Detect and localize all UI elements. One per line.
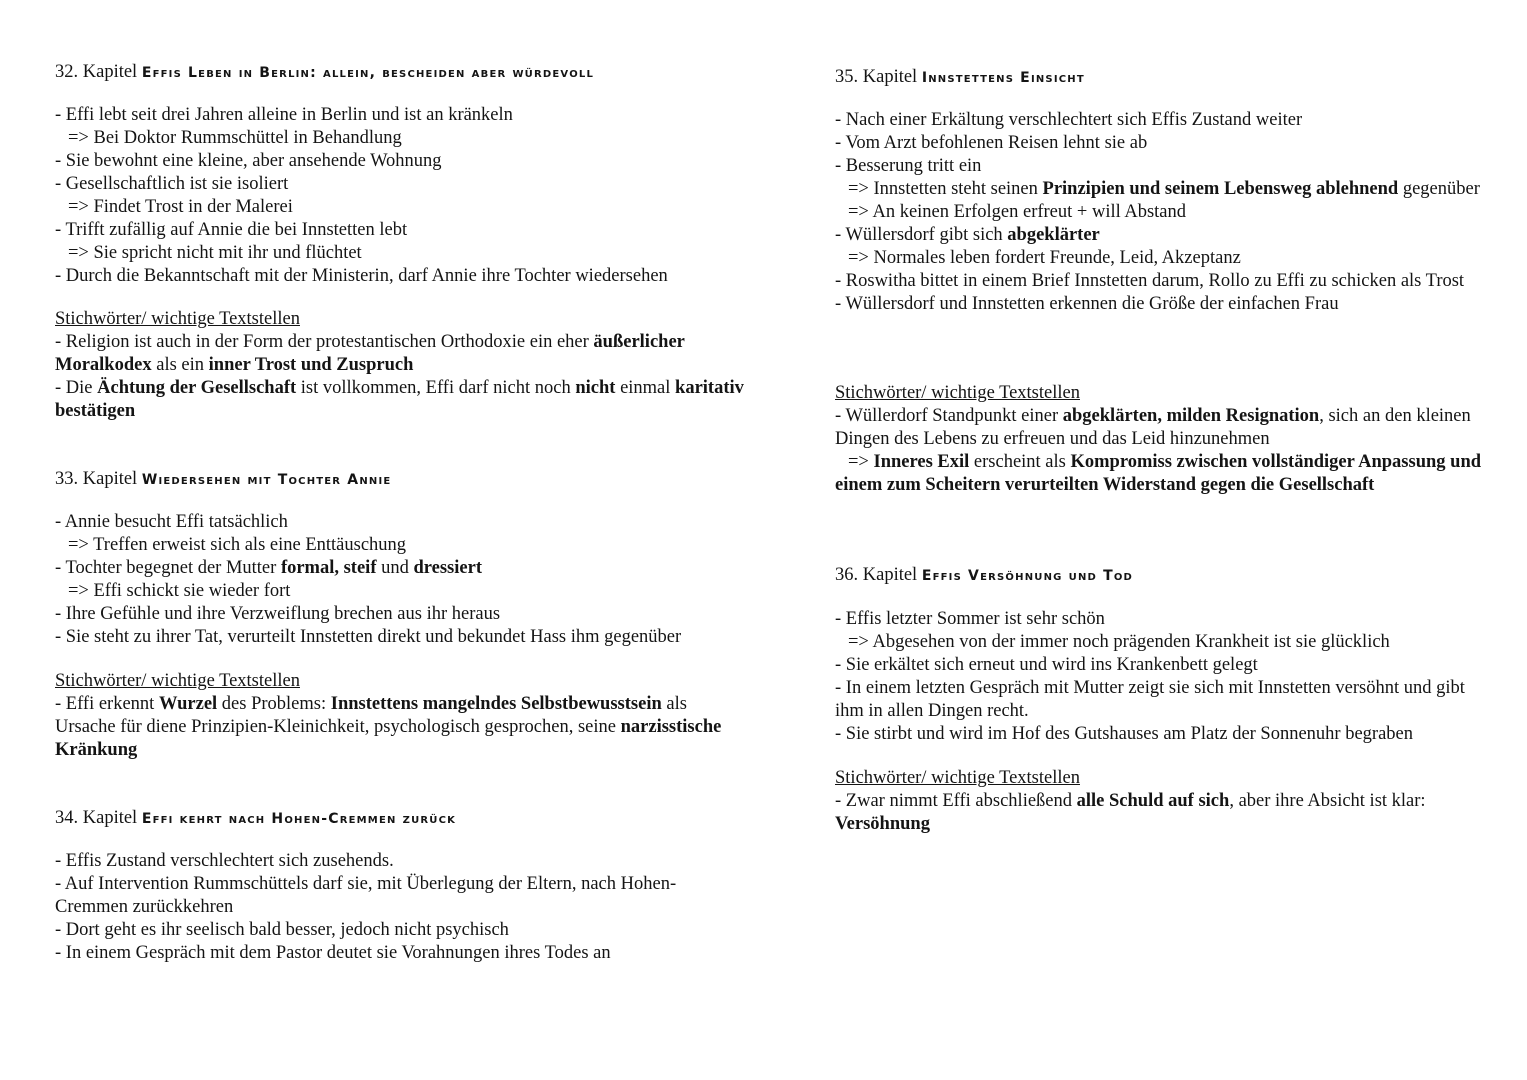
keyword-item: => Inneres Exil erscheint als Kompromiss zwischen vollständiger Anpassung und einem zum Scheitern verurteilten Widerstand gegen die Gesellschaft	[835, 452, 1482, 495]
bullet: - Roswitha bittet in einem Brief Innstetten darum, Rollo zu Effi zu schicken als Trost	[835, 271, 1465, 291]
bullet: - Wüllersdorf und Innstetten erkennen die Größe der einfachen Frau	[835, 294, 1339, 314]
bullet: - Sie bewohnt eine kleine, aber ansehende Wohnung	[55, 151, 442, 171]
keywords-heading: Stichwörter/ wichtige Textstellen	[55, 309, 300, 329]
chapter-32-keywords	[55, 308, 745, 423]
sub-bullet: => Sie spricht nicht mit ihr und flüchtet	[68, 243, 362, 263]
chapter-36-number: 36. Kapitel	[835, 565, 918, 585]
bullet: - Trifft zufällig auf Annie die bei Innstetten lebt	[55, 220, 408, 240]
bullet: - Ihre Gefühle und ihre Verzweiflung brechen aus ihr heraus	[55, 604, 501, 624]
bullet: - Annie besucht Effi tatsächlich	[55, 512, 288, 532]
keyword-item: - Wüllerdorf Standpunkt einer abgeklärten, milden Resignation, sich an den kleinen Dingen des Lebens zu erfreuen und das Leid hinzunehmen	[835, 406, 1471, 449]
bullet: - Dort geht es ihr seelisch bald besser, jedoch nicht psychisch	[55, 920, 509, 940]
chapter-36-keywords	[835, 767, 1495, 836]
chapter-33-number: 33. Kapitel	[55, 469, 138, 489]
keywords-heading: Stichwörter/ wichtige Textstellen	[835, 383, 1080, 403]
keyword-item: - Die Ächtung der Gesellschaft ist vollkommen, Effi darf nicht noch nicht einmal karitativ bestätigen	[55, 378, 744, 421]
chapter-32-number: 32. Kapitel	[55, 62, 138, 82]
keyword-item: - Religion ist auch in der Form der protestantischen Orthodoxie ein eher äußerlicher Moralkodex als ein inner Trost und Zuspruch	[55, 332, 685, 375]
keywords-heading: Stichwörter/ wichtige Textstellen	[835, 768, 1080, 788]
chapter-32-title: Effis Leben in Berlin: allein, bescheiden aber würdevoll	[141, 65, 595, 81]
chapter-36-heading	[835, 564, 1133, 588]
bullet: - Besserung tritt ein	[835, 156, 982, 176]
chapter-35-number: 35. Kapitel	[835, 67, 918, 87]
keyword-item: - Effi erkennt Wurzel des Problems: Innstettens mangelndes Selbstbewusstsein als Ursache für diene Prinzipien-Kleinichkeit, psychologisch gesprochen, seine narzisstische Kränkung	[55, 694, 722, 760]
sub-bullet: => Bei Doktor Rummschüttel in Behandlung	[68, 128, 402, 148]
chapter-33-keywords	[55, 670, 745, 762]
bullet: - Vom Arzt befohlenen Reisen lehnt sie ab	[835, 133, 1148, 153]
sub-bullet: => An keinen Erfolgen erfreut + will Abstand	[848, 202, 1187, 222]
keyword-item: - Zwar nimmt Effi abschließend alle Schuld auf sich, aber ihre Absicht ist klar: Versöhnung	[835, 791, 1426, 834]
bullet: - In einem letzten Gespräch mit Mutter zeigt sie sich mit Innstetten versöhnt und gibt ihm in allen Dingen recht.	[835, 678, 1465, 721]
bullet: - Tochter begegnet der Mutter formal, steif und dressiert	[55, 558, 482, 578]
chapter-35-heading	[835, 66, 1085, 90]
chapter-34-number: 34. Kapitel	[55, 808, 138, 828]
chapter-33-title: Wiedersehen mit Tochter Annie	[141, 472, 392, 488]
chapter-36-title: Effis Versöhnung und Tod	[921, 568, 1134, 584]
sub-bullet: => Abgesehen von der immer noch prägenden Krankheit ist sie glücklich	[848, 632, 1390, 652]
sub-bullet: => Treffen erweist sich als eine Enttäuschung	[68, 535, 407, 555]
chapter-32-bullets	[55, 104, 745, 288]
bullet: - Sie stirbt und wird im Hof des Gutshauses am Platz der Sonnenuhr begraben	[835, 724, 1414, 744]
bullet: - Effis letzter Sommer ist sehr schön	[835, 609, 1105, 629]
chapter-32-heading	[55, 61, 594, 85]
bullet: - Effi lebt seit drei Jahren alleine in Berlin und ist an kränkeln	[55, 105, 513, 125]
sub-bullet: => Effi schickt sie wieder fort	[68, 581, 291, 601]
sub-bullet: => Innstetten steht seinen Prinzipien und seinem Lebensweg ablehnend gegenüber	[848, 179, 1480, 199]
bullet: - Sie erkältet sich erneut und wird ins Krankenbett gelegt	[835, 655, 1258, 675]
chapter-33-bullets	[55, 511, 745, 649]
bullet: - Auf Intervention Rummschüttels darf sie, mit Überlegung der Eltern, nach Hohen-Cremmen zurückkehren	[55, 874, 677, 917]
chapter-34-bullets	[55, 850, 725, 965]
chapter-33-heading	[55, 468, 391, 492]
chapter-35-bullets	[835, 109, 1495, 316]
chapter-35-keywords	[835, 382, 1485, 497]
bullet: - Gesellschaftlich ist sie isoliert	[55, 174, 289, 194]
chapter-34-heading	[55, 807, 456, 831]
bullet: - Effis Zustand verschlechtert sich zusehends.	[55, 851, 394, 871]
chapter-35-title: Innstettens Einsicht	[921, 70, 1085, 86]
bullet: - Durch die Bekanntschaft mit der Ministerin, darf Annie ihre Tochter wiedersehen	[55, 266, 668, 286]
chapter-36-bullets	[835, 608, 1495, 746]
sub-bullet: => Findet Trost in der Malerei	[68, 197, 293, 217]
bullet: - In einem Gespräch mit dem Pastor deutet sie Vorahnungen ihres Todes an	[55, 943, 611, 963]
keywords-heading: Stichwörter/ wichtige Textstellen	[55, 671, 300, 691]
bullet: - Sie steht zu ihrer Tat, verurteilt Innstetten direkt und bekundet Hass ihm gegenüber	[55, 627, 682, 647]
sub-bullet: => Normales leben fordert Freunde, Leid, Akzeptanz	[848, 248, 1241, 268]
bullet: - Nach einer Erkältung verschlechtert sich Effis Zustand weiter	[835, 110, 1303, 130]
bullet: - Wüllersdorf gibt sich abgeklärter	[835, 225, 1100, 245]
chapter-34-title: Effi kehrt nach Hohen-Cremmen zurück	[141, 811, 457, 827]
